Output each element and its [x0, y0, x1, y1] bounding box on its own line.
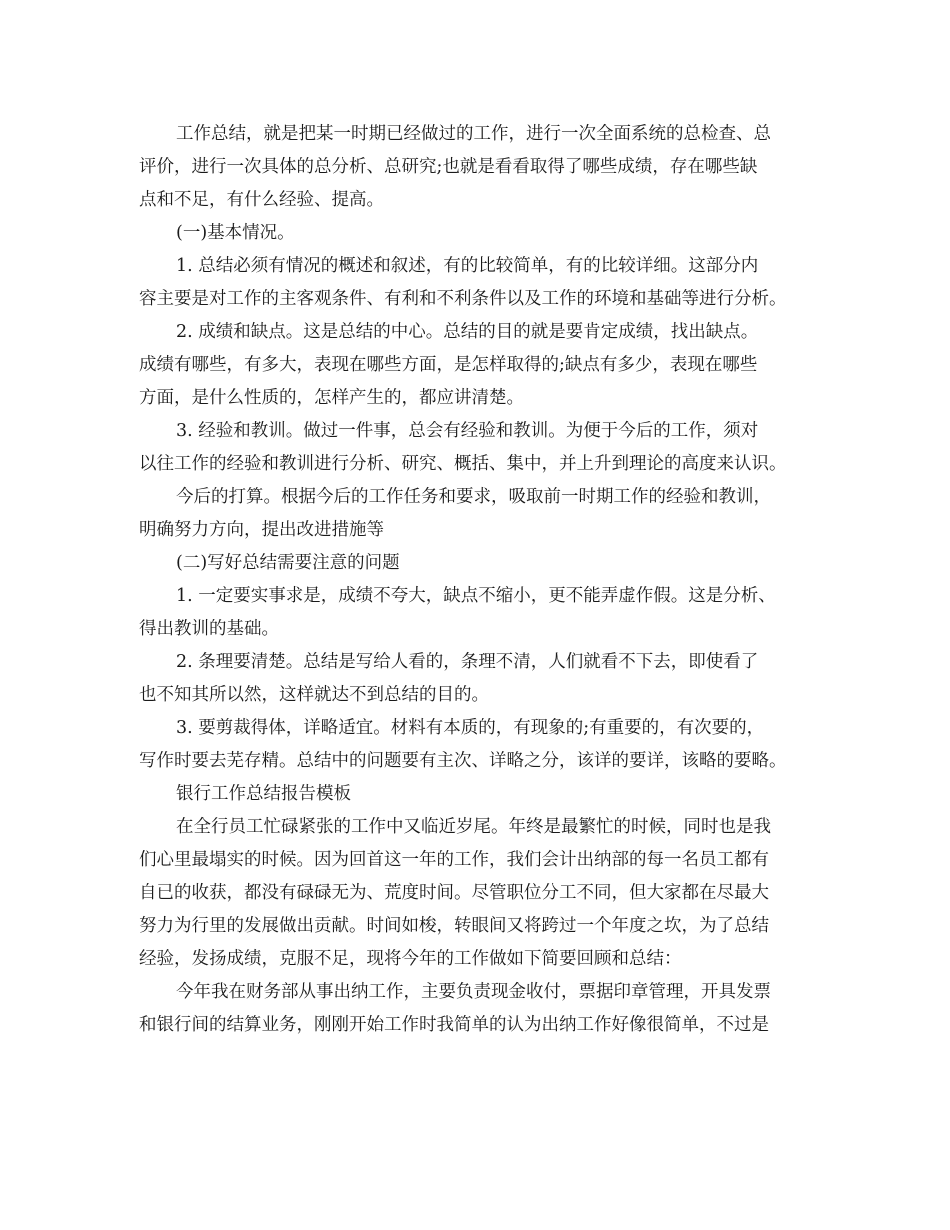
document-body	[139, 118, 823, 1042]
paragraph-line: 也不知其所以然，这样就达不到总结的目的。	[139, 685, 489, 705]
paragraph-line: 努力为行里的发展做出贡献。时间如梭，转眼间又将跨过一个年度之坎，为了总结	[139, 916, 769, 936]
paragraph-line: 工作总结，就是把某一时期已经做过的工作，进行一次全面系统的总检查、总	[176, 124, 771, 144]
paragraph-line: 在全行员工忙碌紧张的工作中又临近岁尾。年终是最繁忙的时候，同时也是我	[176, 817, 771, 837]
paragraph-line: 容主要是对工作的主客观条件、有利和不利条件以及工作的环境和基础等进行分析。	[139, 289, 787, 309]
paragraph-line: 点和不足，有什么经验、提高。	[139, 190, 384, 210]
paragraph-line: 1. 总结必须有情况的概述和叙述，有的比较简单，有的比较详细。这部分内	[176, 256, 759, 276]
paragraph-line: 方面，是什么性质的，怎样产生的，都应讲清楚。	[139, 388, 524, 408]
paragraph-line: 今年我在财务部从事出纳工作，主要负责现金收付，票据印章管理，开具发票	[176, 982, 771, 1002]
paragraph-line: 自已的收获，都没有碌碌无为、荒度时间。尽管职位分工不同，但大家都在尽最大	[139, 883, 769, 903]
paragraph-line: 2. 条理要清楚。总结是写给人看的，条理不清，人们就看不下去，即使看了	[176, 652, 759, 672]
paragraph-line: 成绩有哪些，有多大，表现在哪些方面，是怎样取得的;缺点有多少，表现在哪些	[139, 355, 758, 375]
section-title: 银行工作总结报告模板	[176, 784, 351, 804]
paragraph-line: 评价，进行一次具体的总分析、总研究;也就是看看取得了哪些成绩，存在哪些缺	[139, 157, 758, 177]
paragraph-line: 3. 经验和教训。做过一件事，总会有经验和教训。为便于今后的工作，须对	[176, 421, 759, 441]
paragraph-line: 写作时要去芜存精。总结中的问题要有主次、详略之分，该详的要详，该略的要略。	[139, 751, 787, 771]
paragraph-line: 1. 一定要实事求是，成绩不夸大，缺点不缩小，更不能弄虚作假。这是分析、	[176, 586, 776, 606]
section-heading: (二)写好总结需要注意的问题	[176, 553, 400, 573]
section-heading: (一)基本情况。	[176, 223, 295, 243]
paragraph-line: 3. 要剪裁得体，详略适宜。材料有本质的，有现象的;有重要的，有次要的，	[176, 718, 765, 738]
paragraph-line: 经验，发扬成绩，克服不足，现将今年的工作做如下简要回顾和总结：	[139, 949, 682, 969]
paragraph-line: 今后的打算。根据今后的工作任务和要求，吸取前一时期工作的经验和教训，	[176, 487, 771, 507]
paragraph-line: 2. 成绩和缺点。这是总结的中心。总结的目的就是要肯定成绩，找出缺点。	[176, 322, 759, 342]
paragraph-line: 和银行间的结算业务，刚刚开始工作时我简单的认为出纳工作好像很简单，不过是	[139, 1015, 769, 1035]
paragraph-line: 以往工作的经验和教训进行分析、研究、概括、集中，并上升到理论的高度来认识。	[139, 454, 787, 474]
paragraph-line: 明确努力方向，提出改进措施等	[139, 520, 384, 540]
paragraph-line: 得出教训的基础。	[139, 619, 279, 639]
paragraph-line: 们心里最塌实的时候。因为回首这一年的工作，我们会计出纳部的每一名员工都有	[139, 850, 769, 870]
